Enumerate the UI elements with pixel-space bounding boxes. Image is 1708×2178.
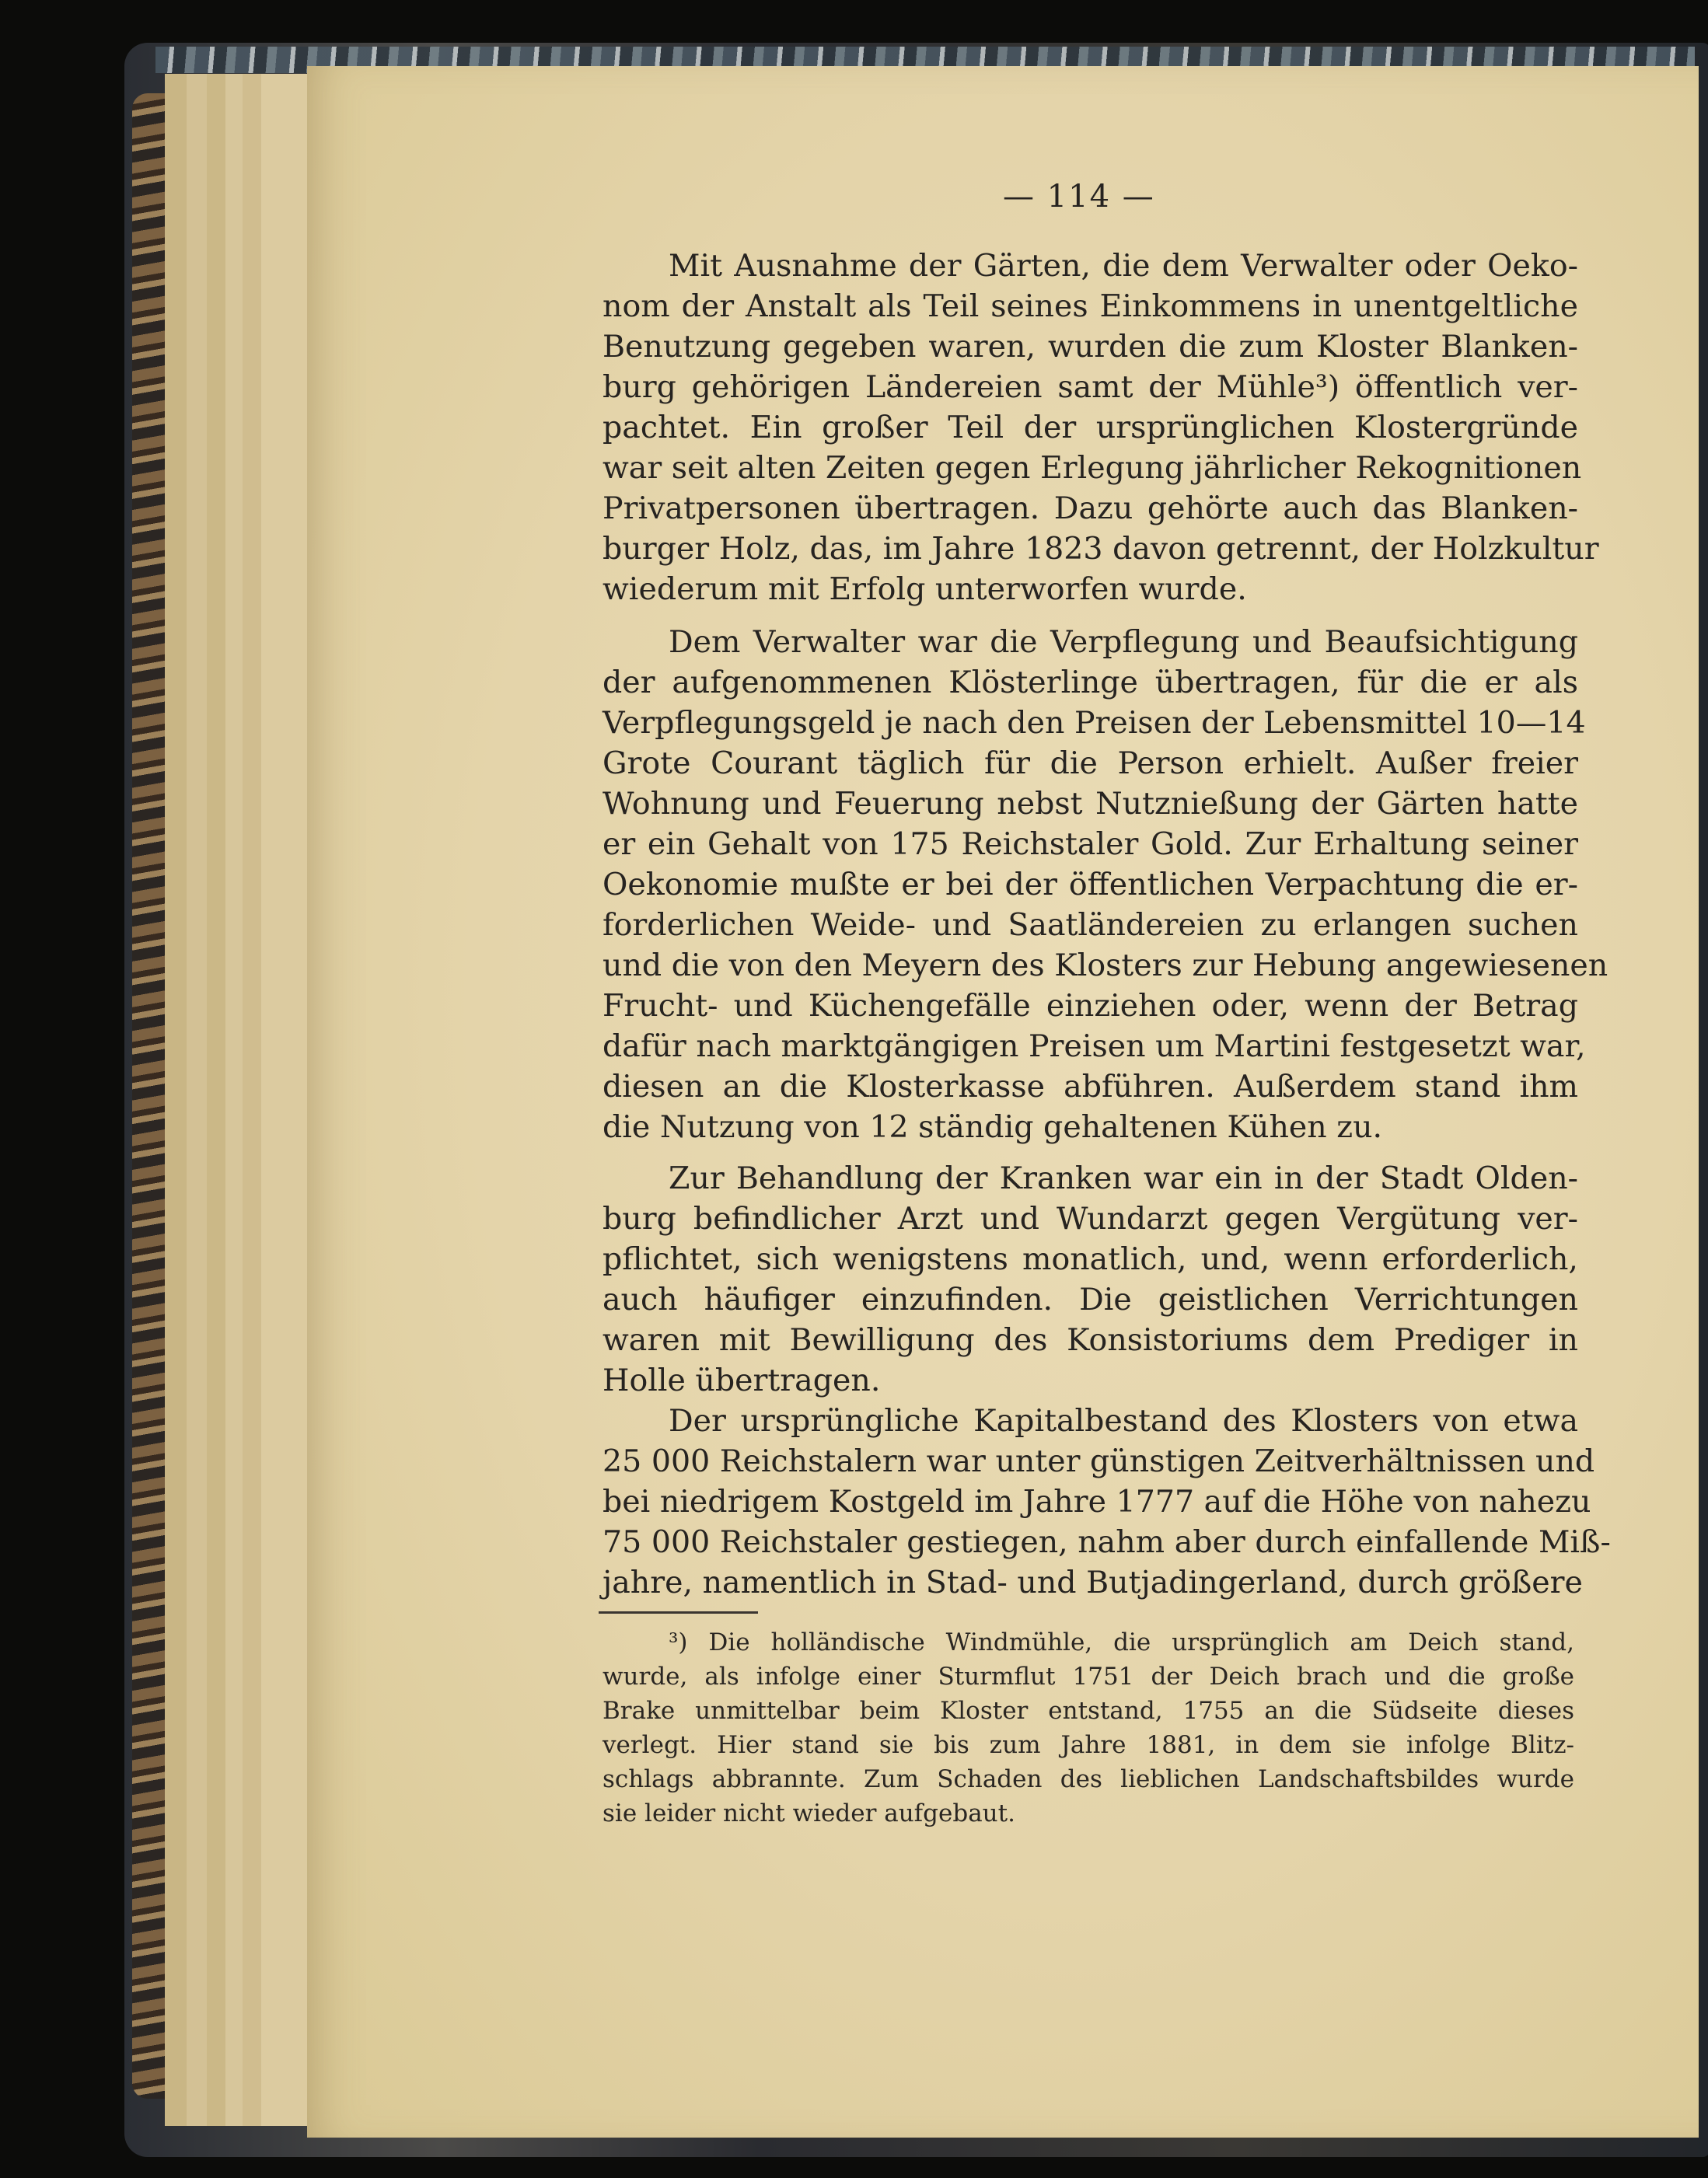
body-line: Holle übertragen.	[603, 1363, 881, 1398]
body-line: Zur Behandlung der Kranken war ein in der Stadt Olden-	[669, 1161, 1578, 1196]
body-line: burg befindlicher Arzt und Wundarzt gegen Vergütung ver-	[603, 1201, 1578, 1237]
body-line: 75 000 Reichstaler gestiegen, nahm aber durch einfallende Miß-	[603, 1524, 1611, 1560]
body-line: 25 000 Reichstalern war unter günstigen Zeitverhältnissen und	[603, 1443, 1595, 1479]
page-edge	[261, 74, 309, 2126]
body-line: burg gehörigen Ländereien samt der Mühle³) öffentlich ver-	[603, 369, 1578, 405]
body-line: Wohnung und Feuerung nebst Nutznießung der Gärten hatte	[603, 786, 1578, 822]
body-line: bei niedrigem Kostgeld im Jahre 1777 auf die Höhe von nahezu	[603, 1484, 1591, 1520]
body-line: burger Holz, das, im Jahre 1823 davon getrennt, der Holzkultur	[603, 531, 1599, 567]
body-line: Frucht- und Küchengefälle einziehen oder, wenn der Betrag	[603, 988, 1578, 1024]
body-line: Benutzung gegeben waren, wurden die zum Kloster Blanken-	[603, 329, 1578, 365]
body-line: dafür nach marktgängigen Preisen um Martini festgesetzt war,	[603, 1028, 1586, 1064]
footnote-rule	[599, 1611, 758, 1614]
body-line: Mit Ausnahme der Gärten, die dem Verwalter oder Oeko-	[669, 248, 1578, 284]
body-line: nom der Anstalt als Teil seines Einkommens in unentgeltliche	[603, 288, 1578, 324]
footnote-line: schlags abbrannte. Zum Schaden des lieblichen Landschaftsbildes wurde	[603, 1765, 1574, 1793]
body-line: diesen an die Klosterkasse abführen. Außerdem stand ihm	[603, 1069, 1578, 1105]
body-line: Grote Courant täglich für die Person erhielt. Außer freier	[603, 745, 1578, 781]
footnote-line: sie leider nicht wieder aufgebaut.	[603, 1799, 1015, 1827]
body-line: wiederum mit Erfolg unterworfen wurde.	[603, 571, 1247, 607]
body-line: pflichtet, sich wenigstens monatlich, und, wenn erforderlich,	[603, 1241, 1578, 1277]
body-line: auch häufiger einzufinden. Die geistlichen Verrichtungen	[603, 1282, 1578, 1318]
body-line: Oekonomie mußte er bei der öffentlichen Verpachtung die er-	[603, 867, 1578, 902]
body-line: pachtet. Ein großer Teil der ursprünglichen Klostergründe	[603, 410, 1578, 445]
body-line: Der ursprüngliche Kapitalbestand des Klosters von etwa	[669, 1403, 1578, 1439]
footnote-line: ³) Die holländische Windmühle, die ursprünglich am Deich stand,	[669, 1628, 1574, 1656]
body-line: Dem Verwalter war die Verpflegung und Beaufsichtigung	[669, 624, 1578, 660]
body-line: der aufgenommenen Klösterlinge übertragen, für die er als	[603, 665, 1578, 700]
body-line: Privatpersonen übertragen. Dazu gehörte auch das Blanken-	[603, 490, 1578, 526]
body-line: die Nutzung von 12 ständig gehaltenen Kühen zu.	[603, 1109, 1383, 1145]
body-line: Verpflegungsgeld je nach den Preisen der Lebensmittel 10—14	[603, 705, 1586, 741]
footnote-line: wurde, als infolge einer Sturmflut 1751 der Deich brach und die große	[603, 1663, 1574, 1691]
footnote-line: Brake unmittelbar beim Kloster entstand, 1755 an die Südseite dieses	[603, 1697, 1574, 1725]
body-line: er ein Gehalt von 175 Reichstaler Gold. Zur Erhaltung seiner	[603, 826, 1578, 862]
body-line: und die von den Meyern des Klosters zur Hebung angewiesenen	[603, 948, 1608, 983]
body-line: forderlichen Weide- und Saatländereien zu erlangen suchen	[603, 907, 1578, 943]
page-number: — 114 —	[1003, 179, 1155, 215]
body-line: jahre, namentlich in Stad- und Butjadingerland, durch größere	[603, 1565, 1583, 1600]
body-line: waren mit Bewilligung des Konsistoriums dem Prediger in	[603, 1322, 1578, 1358]
body-line: war seit alten Zeiten gegen Erlegung jährlicher Rekognitionen	[603, 450, 1582, 486]
footnote-line: verlegt. Hier stand sie bis zum Jahre 1881, in dem sie infolge Blitz-	[603, 1731, 1574, 1759]
